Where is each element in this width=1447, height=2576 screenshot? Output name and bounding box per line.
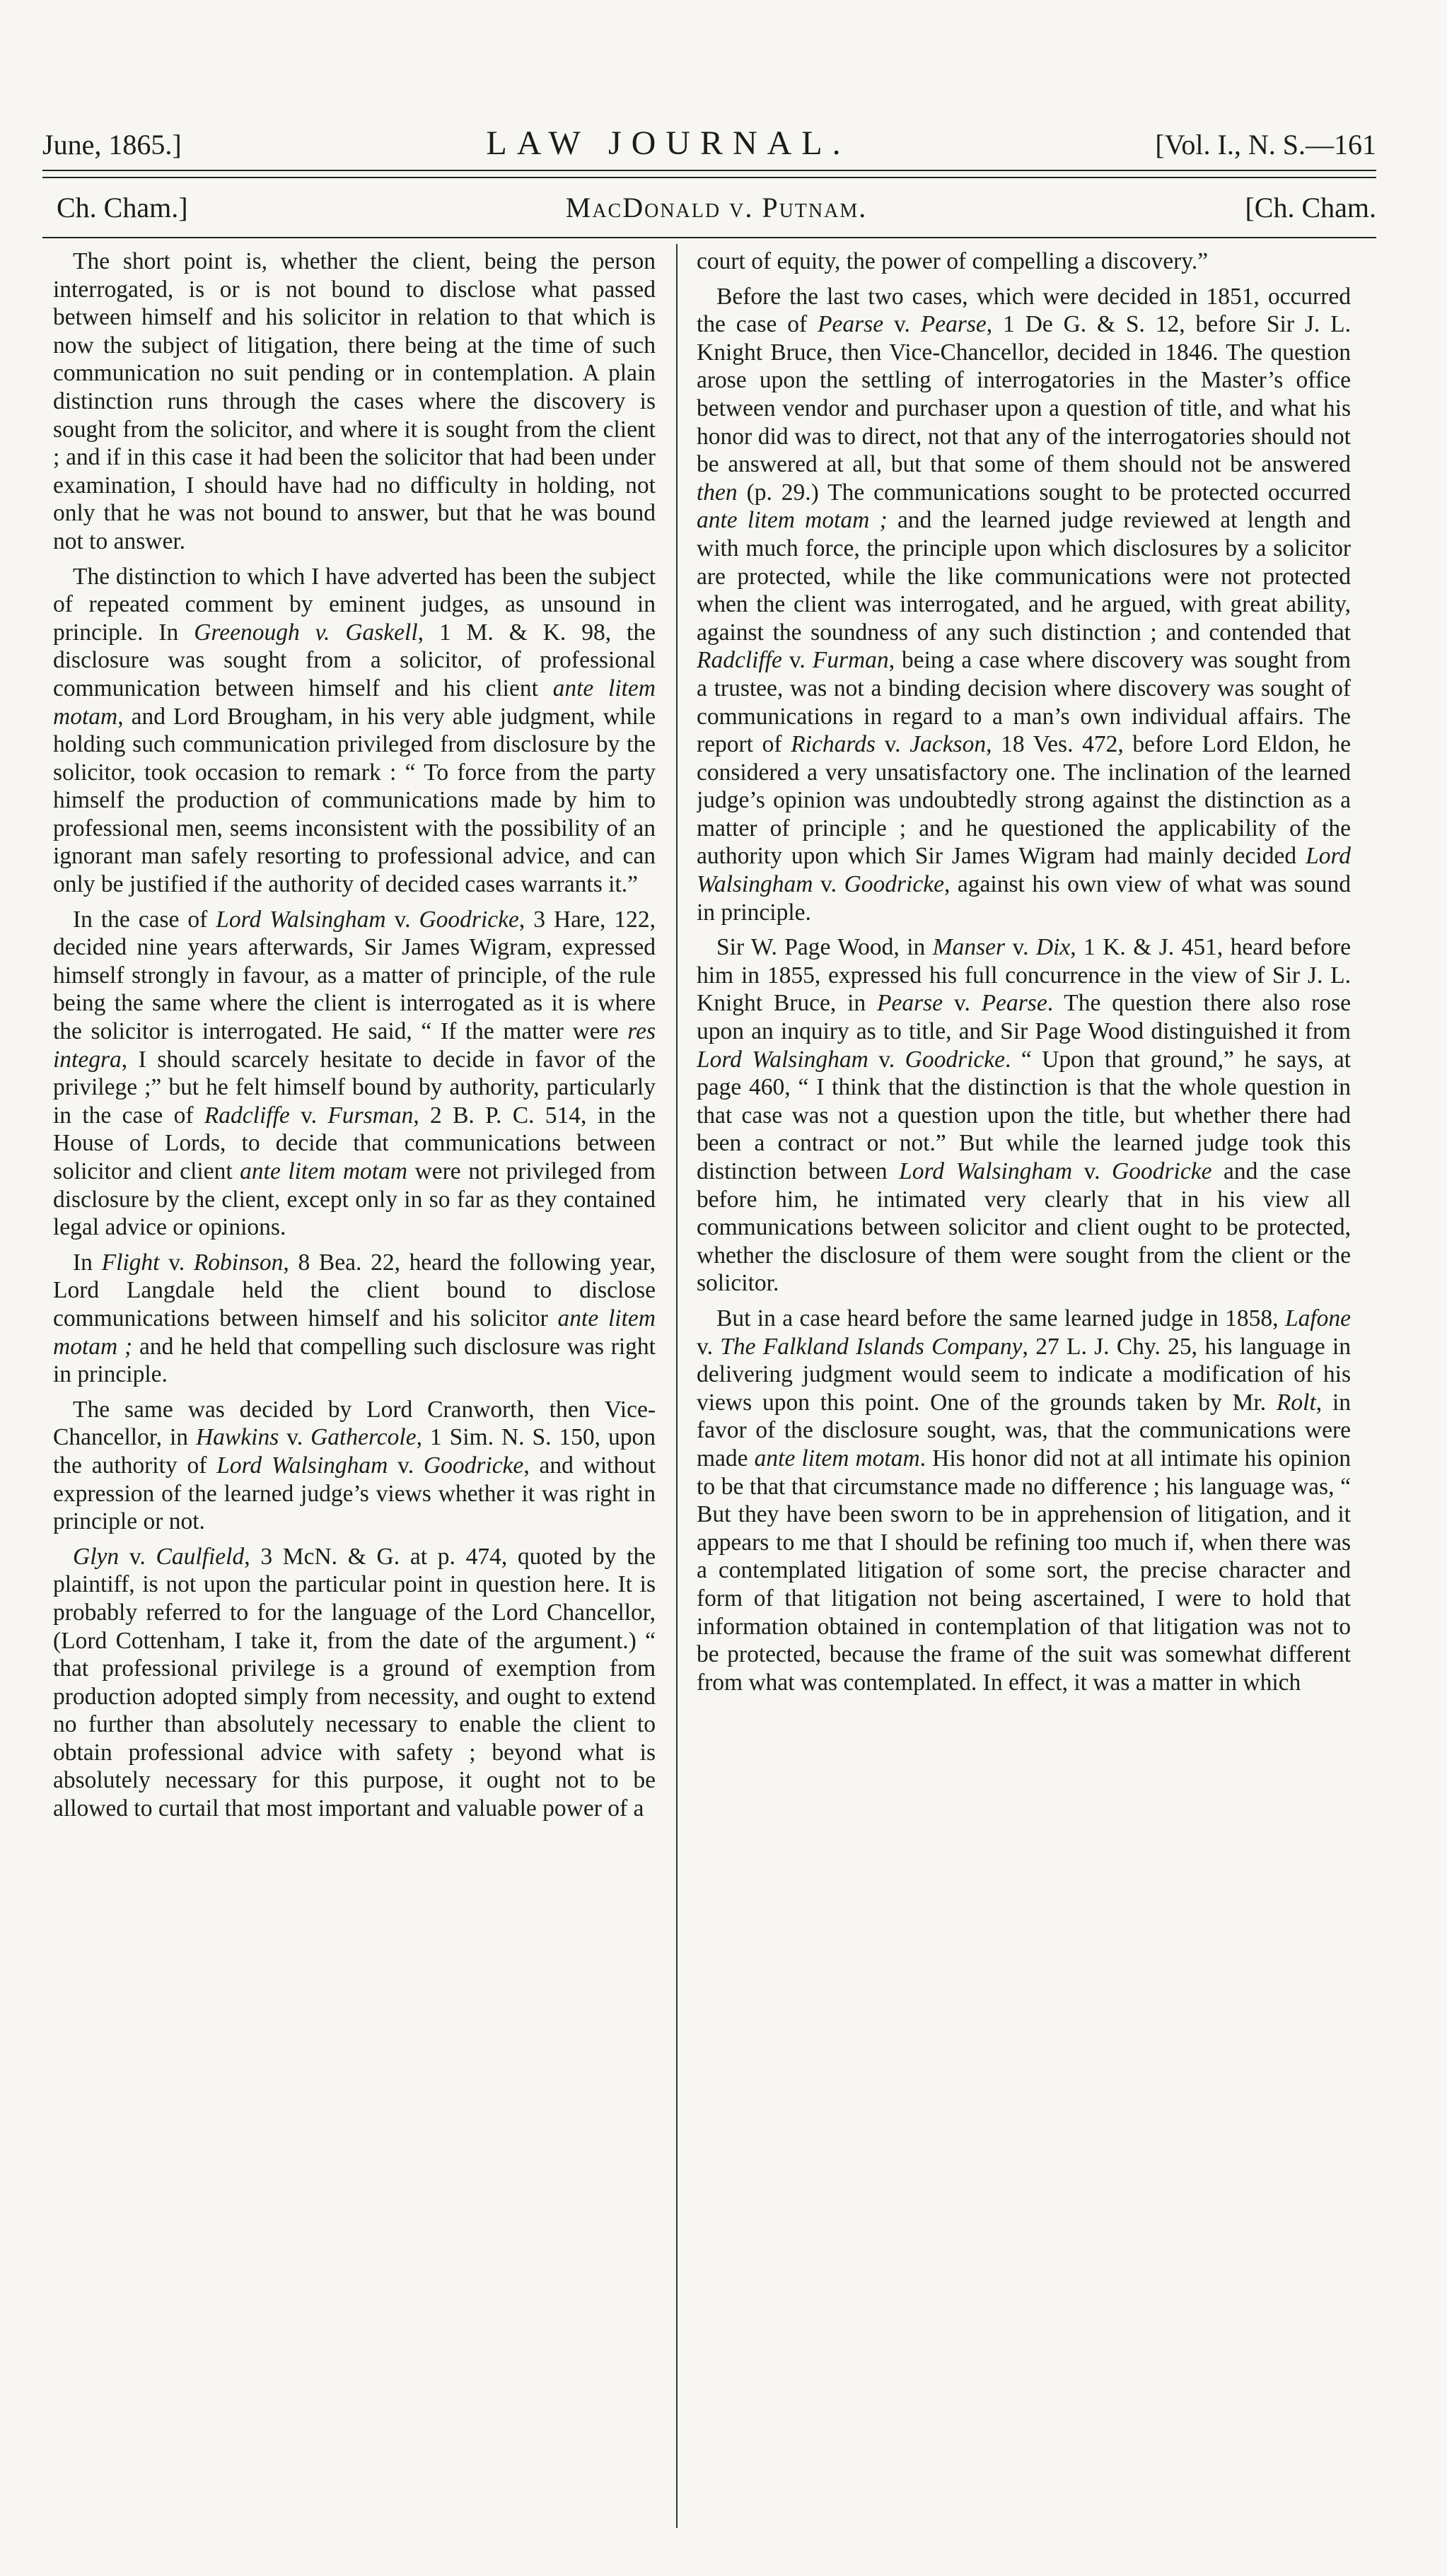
text-run: v. — [289, 1102, 328, 1129]
text-run: , 18 Ves. 472, before Lord Eldon, he considered a very unsatisfactory one. The inclination of the learned judge’s opinion was undoubtedly strong against the distinction as a matter of principle ; and he questioned the applicability of the authority upon which Sir James Wigram had mainly decided — [697, 731, 1351, 870]
italic-citation: Lord Walsingham — [697, 1046, 868, 1073]
text-run: , and without expression of the learned judge’s views whether it was right in principle or not. — [53, 1452, 656, 1535]
issue-date: June, 1865.] — [42, 129, 182, 161]
text-run: , 1 M. & K. 98, the disclosure was sought from a solicitor, of professional communication between himself and his client — [53, 619, 656, 701]
italic-citation: Lord Walsingham — [697, 843, 1351, 898]
paragraph — [53, 247, 656, 556]
case-header — [57, 191, 1376, 233]
italic-citation: Gathercole — [310, 1424, 417, 1451]
italic-citation: Goodricke — [423, 1452, 524, 1479]
paragraph — [697, 283, 1351, 927]
text-run: v. — [385, 906, 419, 933]
text-run: , against his own view of what was sound in principle. — [697, 871, 1351, 926]
italic-citation: The Falkland Islands Company — [720, 1333, 1023, 1360]
italic-citation: Radcliffe — [697, 647, 782, 674]
text-run: and he held that compelling such disclosure was right in principle. — [53, 1333, 656, 1388]
text-run: , 27 L. J. Chy. 25, his language in delivering judgment would seem to indicate a modification of his views upon this point. One of the grounds taken by Mr. — [697, 1333, 1351, 1416]
case-title: MacDonald v. Putnam. — [565, 192, 868, 223]
text-run: v. — [119, 1543, 156, 1570]
italic-citation: then — [697, 479, 738, 506]
paragraph — [697, 247, 1351, 276]
text-run: and the case before him, he intimated very clearly that in his view all communications between solicitor and client ought to be protected, whether the disclosure of them were sought from the client or the solicitor. — [697, 1158, 1351, 1297]
italic-citation: ante litem motam ; — [53, 1305, 656, 1360]
italic-citation: Fursman — [327, 1102, 414, 1129]
text-run: Sir W. Page Wood, in — [716, 934, 933, 961]
italic-citation: Hawkins — [195, 1424, 279, 1451]
italic-citation: res integra — [53, 1018, 656, 1073]
text-run: , 1 K. & J. 451, heard before him in 1855, expressed his full concurrence in the view of Sir J. L. Knight Bruce, in — [697, 934, 1351, 1017]
italic-citation: Goodricke — [419, 906, 519, 933]
paragraph — [697, 933, 1351, 1298]
text-run: . “ Upon that ground,” he says, at page 460, “ I think that the distinction is that the whole question in that case was not a question upon the title, but whether there had been a contract or not.” But while the learned judge took this distinction between — [697, 1046, 1351, 1184]
italic-citation: Goodricke — [1112, 1158, 1212, 1184]
section-label-left: Ch. Cham.] — [57, 192, 188, 223]
text-run: , 3 Hare, 122, decided nine years afterwards, Sir James Wigram, expressed himself strongly in favour, as a matter of principle, of the rule being the same where the client is interrogated as it is where the solicitor is interrogated. He said, “ If the matter were — [53, 906, 656, 1045]
text-run: . The question there also rose upon an inquiry as to title, and Sir Page Wood distinguished it from — [697, 990, 1351, 1045]
volume-page: [Vol. I., N. S.—161 — [1155, 129, 1376, 161]
italic-citation: ante litem motam — [240, 1158, 408, 1184]
italic-citation: Pearse — [920, 311, 987, 338]
left-column — [53, 247, 656, 2524]
italic-citation: Lord Walsingham — [216, 1452, 388, 1479]
text-run: , being a case where discovery was sought from a trustee, was not a binding decision where discovery was sought of communications in regard to a man’s own individual affairs. The report of — [697, 647, 1351, 758]
italic-citation: Lafone — [1284, 1305, 1351, 1331]
paragraph — [53, 563, 656, 899]
italic-citation: Caulfield — [156, 1543, 245, 1570]
text-run: The distinction to which I have adverted has been the subject of repeated comment by eminent judges, as unsound in principle. In — [53, 563, 656, 646]
text-run: . His honor did not at all intimate his opinion to be that that circumstance made no difference ; his language was, “ But they have been sworn to be in apprehension of litigation, and it appears to me that I should be refining too much if, when there was a contemplated litigation of some sort, the precise character and form of that litigation not being ascertained, I were to hold that information obtained in contemplation of that litigation was not to be protected, because the frame of the suit was somewhat different from what was contemplated. In effect, it was a matter in which — [697, 1445, 1351, 1696]
text-run: (p. 29.) The communications sought to be protected occurred — [737, 479, 1351, 506]
italic-citation: Dix — [1035, 934, 1071, 961]
column-divider — [676, 244, 678, 2528]
text-run: , 1 De G. & S. 12, before Sir J. L. Knight Bruce, then Vice-Chancellor, decided in 1846. The question arose upon the settling of interrogatories in the Master’s office between vendor and purchaser upon a question of title, and what his honor did was to direct, not that any of the interrogatories should not be answered at all, but that some of them should not be answered — [697, 311, 1351, 478]
right-column — [697, 247, 1351, 2524]
italic-citation: Greenough v. Gaskell — [194, 619, 418, 646]
text-run: v. — [279, 1424, 311, 1451]
text-run: court of equity, the power of compelling a discovery.” — [697, 248, 1209, 274]
italic-citation: Furman — [812, 647, 889, 674]
italic-citation: Rolt — [1276, 1389, 1316, 1416]
paragraph — [53, 906, 656, 1242]
text-run: v. — [1072, 1158, 1112, 1184]
header-rule — [42, 237, 1376, 238]
italic-citation: Lord Walsingham — [899, 1158, 1073, 1184]
italic-citation: Robinson — [193, 1249, 284, 1276]
text-run: v. — [781, 647, 813, 674]
text-run: , 3 McN. & G. at p. 474, quoted by the plaintiff, is not upon the particular point in question here. It is probably referred to for the language of the Lord Chancellor, (Lord Cottenham, I take it, from the date of the argument.) “ that professional privilege is a ground of exemption from production adopted simply from necessity, and ought to extend no further than absolutely necessary to enable the client to obtain professional advice with safety ; beyond what is absolutely necessary for this purpose, it ought not to be allowed to curtail that most important and valuable power of a — [53, 1543, 656, 1822]
italic-citation: Glyn — [73, 1543, 120, 1570]
text-run: v. — [1005, 934, 1036, 961]
text-run: , 1 Sim. N. S. 150, upon the authority of — [53, 1424, 656, 1479]
text-run: v. — [943, 990, 982, 1017]
text-run: In — [73, 1249, 102, 1276]
italic-citation: Manser — [932, 934, 1006, 961]
italic-citation: Pearse — [877, 990, 943, 1017]
text-run: , and Lord Brougham, in his very able judgment, while holding such communication privileged from disclosure by the solicitor, took occasion to remark : “ To force from the party himself the production of communications made by him to professional men, seems inconsistent with the possibility of an ignorant man safely resorting to professional advice, and can only be justified if the authority of decided cases warrants it.” — [53, 703, 656, 898]
italic-citation: Flight — [101, 1249, 160, 1276]
text-run: , 2 B. P. C. 514, in the House of Lords, to decide that communications between solicitor and client — [53, 1102, 656, 1184]
text-run: were not privileged from disclosure by the client, except only in so far as they contained legal advice or opinions. — [53, 1158, 656, 1241]
paragraph — [53, 1543, 656, 1823]
text-run: v. — [159, 1249, 194, 1276]
italic-citation: Radcliffe — [204, 1102, 290, 1129]
paragraph — [53, 1396, 656, 1536]
italic-citation: Goodricke — [905, 1046, 1006, 1073]
text-run: , I should scarcely hesitate to decide in favor of the privilege ;” but he felt himself bound by authority, particularly in the case of — [53, 1046, 656, 1129]
text-run: The same was decided by Lord Cranworth, then Vice-Chancellor, in — [53, 1396, 656, 1451]
italic-citation: Pearse — [981, 990, 1047, 1017]
journal-title: LAW JOURNAL. — [486, 124, 851, 162]
italic-citation: ante litem motam ; — [697, 507, 888, 534]
italic-citation: ante litem motam — [754, 1445, 920, 1471]
text-run: v. — [868, 1046, 905, 1073]
italic-citation: ante litem motam — [53, 675, 656, 730]
italic-citation: Jackson — [910, 731, 987, 758]
running-head — [42, 124, 1376, 166]
text-run: The short point is, whether the client, being the person interrogated, is or is not bound to disclose what passed between himself and his solicitor in relation to that which is now the subject of litigation, there being at the time of such communication no suit pending or in contemplation. A plain distinction runs through the cases where the discovery is sought from the solicitor, and where it is sought from the client ; and if in this case it had been the solicitor that had been under examination, I should have had no difficulty in holding, not only that he was not bound to answer, but that he was bound not to answer. — [53, 248, 656, 554]
italic-citation: Pearse — [818, 311, 884, 338]
italic-citation: Lord Walsingham — [216, 906, 386, 933]
text-run: , 8 Bea. 22, heard the following year, Lord Langdale held the client bound to disclose communications between himself and his solicitor — [53, 1249, 656, 1331]
text-run: , in favor of the disclosure sought, was, that the communications were made — [697, 1389, 1351, 1471]
paragraph — [697, 1305, 1351, 1696]
italic-citation: Richards — [791, 731, 876, 758]
text-run: v. — [697, 1333, 721, 1360]
text-run: In the case of — [73, 906, 216, 933]
text-run: v. — [875, 731, 910, 758]
text-run: and the learned judge reviewed at length and with much force, the principle upon which disclosures by a solicitor are protected, while the like communications were not protected when the client was interrogated, and he argued, with great ability, against the soundness of any such distinction ; and contended that — [697, 507, 1351, 646]
text-run: But in a case heard before the same learned judge in 1858, — [716, 1305, 1285, 1331]
text-run: v. — [883, 311, 921, 338]
text-run: v. — [813, 871, 844, 898]
text-run: Before the last two cases, which were decided in 1851, occurred the case of — [697, 283, 1351, 338]
italic-citation: Goodricke — [844, 871, 944, 898]
section-label-right: [Ch. Cham. — [1245, 192, 1376, 223]
text-run: v. — [388, 1452, 424, 1479]
header-double-rule — [42, 170, 1376, 178]
paragraph — [53, 1249, 656, 1389]
